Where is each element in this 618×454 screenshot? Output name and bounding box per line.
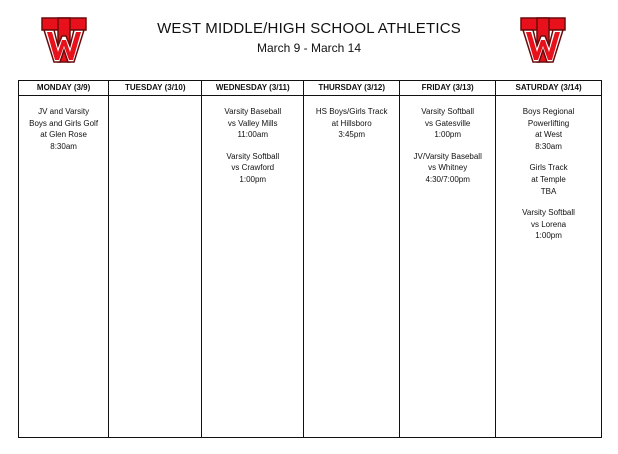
event-line: 1:00pm xyxy=(239,174,267,184)
event-line: at Hillsboro xyxy=(331,118,372,128)
event-line: Varsity Baseball xyxy=(224,107,282,116)
event-line: 3:45pm xyxy=(338,130,365,140)
event-entry xyxy=(19,106,108,152)
event-line: 1:00pm xyxy=(434,130,462,140)
date-range: March 9 - March 14 xyxy=(256,41,362,55)
event-line: at Temple xyxy=(531,174,566,184)
day-header: MONDAY (3/9) xyxy=(19,81,109,96)
event-entry xyxy=(202,151,303,186)
event-line: 4:30/7:00pm xyxy=(425,174,470,184)
event-line: Boys and Girls Golf xyxy=(29,118,99,128)
day-cell xyxy=(400,96,496,437)
day-cell xyxy=(202,96,304,437)
event-line: at Glen Rose xyxy=(40,130,87,140)
event-line: Varsity Softball xyxy=(522,208,575,218)
event-entry xyxy=(496,207,601,242)
day-cell xyxy=(19,96,109,437)
event-entry xyxy=(400,151,495,186)
day-cell xyxy=(496,96,601,437)
schedule-grid xyxy=(18,80,602,438)
event-line: Varsity Softball xyxy=(421,107,475,116)
event-entry xyxy=(496,106,601,152)
event-line: vs Whitney xyxy=(428,163,468,173)
day-header: WEDNESDAY (3/11) xyxy=(202,81,304,96)
event-line: JV/Varsity Baseball xyxy=(413,151,482,161)
event-line: TBA xyxy=(540,186,557,196)
logo-letter: W xyxy=(63,64,65,65)
event-entry xyxy=(202,106,303,141)
event-line: Powerlifting xyxy=(527,118,570,128)
day-header: TUESDAY (3/10) xyxy=(109,81,202,96)
day-cell xyxy=(109,96,202,437)
event-line: 8:30am xyxy=(50,141,77,151)
event-line: JV and Varsity xyxy=(38,107,90,116)
event-entry xyxy=(304,106,399,141)
event-line: 8:30am xyxy=(535,141,562,151)
event-line: vs Lorena xyxy=(530,219,567,229)
event-line: vs Crawford xyxy=(231,163,275,173)
event-line: at West xyxy=(535,130,563,140)
day-header: THURSDAY (3/12) xyxy=(304,81,400,96)
event-line: Boys Regional xyxy=(522,107,575,116)
day-header: FRIDAY (3/13) xyxy=(400,81,496,96)
page-title: WEST MIDDLE/HIGH SCHOOL ATHLETICS xyxy=(157,20,461,37)
event-entry xyxy=(496,162,601,197)
day-cell xyxy=(304,96,400,437)
event-line: vs Gatesville xyxy=(425,118,471,128)
day-header: SATURDAY (3/14) xyxy=(496,81,601,96)
event-line: 11:00am xyxy=(237,130,268,140)
event-line: HS Boys/Girls Track xyxy=(315,107,388,116)
event-line: vs Valley Mills xyxy=(227,118,278,128)
event-entry xyxy=(400,106,495,141)
event-line: Varsity Softball xyxy=(226,151,280,161)
event-line: Girls Track xyxy=(529,163,568,173)
event-line: 1:00pm xyxy=(535,231,562,241)
